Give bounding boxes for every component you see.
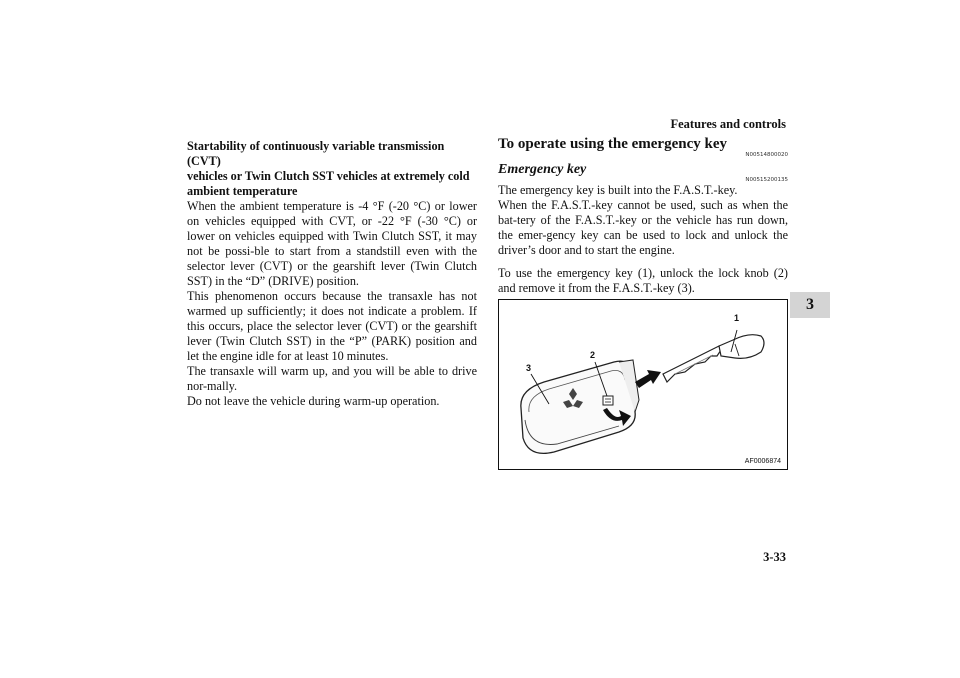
emergency-key-figure (498, 299, 788, 470)
left-column (187, 139, 477, 409)
emergency-key-paragraph-3: To use the emergency key (1), unlock the lock knob (2) and remove it from the F.A.S.T.-key (3). (498, 266, 788, 295)
pull-arrow-icon (635, 370, 661, 388)
lock-knob-icon (603, 396, 613, 405)
sub-heading: Emergency key (498, 162, 587, 177)
section-heading: To operate using the emergency key (498, 136, 727, 152)
startability-heading-line-3: ambient temperature (187, 184, 298, 198)
startability-paragraph-3: The transaxle will warm up, and you will be able to drive nor-mally. (187, 364, 477, 393)
startability-paragraph-2: This phenomenon occurs because the transaxle has not warmed up sufficiently; it does not indicate a problem. If this occurs, place the selector lever (CVT) or the gearshift lever (Twin Clutch SST) in the “P” (PARK) position and let the engine idle for at least 10 minutes. (187, 289, 477, 363)
emergency-key-paragraph-2: When the F.A.S.T.-key cannot be used, such as when the bat-tery of the F.A.S.T.-key or the vehicle has run down, the emer-gency key can be used to lock and unlock the driver’s door and to start the engine. (498, 198, 788, 257)
sub-heading-code: N00515200135 (745, 177, 788, 183)
callout-1: 1 (734, 313, 740, 323)
chapter-tab: 3 (790, 292, 830, 318)
emergency-key-paragraph-1: The emergency key is built into the F.A.S.T.-key. (498, 183, 738, 197)
page-number: 3-33 (763, 550, 786, 564)
startability-paragraph-4: Do not leave the vehicle during warm-up operation. (187, 394, 440, 408)
callout-2: 2 (590, 350, 596, 360)
header-title: Features and controls (670, 117, 786, 131)
right-column (498, 136, 788, 296)
startability-paragraph-1: When the ambient temperature is -4 °F (-20 °C) or lower on vehicles equipped with CVT, or -22 °F (-30 °C) or lower on vehicles equipped with Twin Clutch SST, it may not be possi-ble to start from a standstill even with the selector lever (CVT) or the gearshift lever (Twin Clutch SST) in the “D” (DRIVE) position. (187, 199, 477, 288)
startability-heading-line-1: Startability of continuously variable transmission (CVT) (187, 139, 445, 168)
startability-heading-line-2: vehicles or Twin Clutch SST vehicles at extremely cold (187, 169, 470, 183)
figure-code: AF0006874 (744, 458, 781, 465)
key-illustration (499, 300, 787, 469)
emergency-key-blade (663, 335, 764, 382)
callout-3: 3 (526, 363, 532, 373)
section-code: N00514800020 (745, 152, 788, 158)
fast-key-fob (521, 360, 639, 453)
